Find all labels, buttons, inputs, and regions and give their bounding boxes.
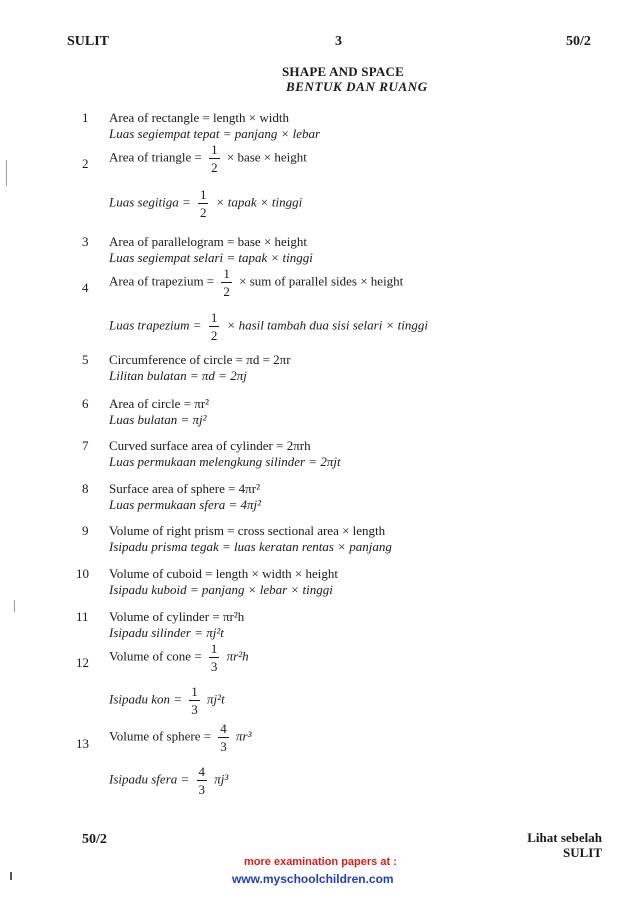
- formula-en: Area of circle = πr²: [109, 396, 210, 411]
- formula-text: πj³: [214, 771, 229, 787]
- formula-en: Volume of cylinder = πr²h: [109, 609, 245, 624]
- fraction-denominator: 2: [199, 205, 207, 220]
- footer-sulit: SULIT: [562, 845, 602, 860]
- fraction-denominator: 3: [220, 739, 227, 754]
- item-number: 8: [82, 481, 89, 496]
- item-number: 9: [82, 523, 89, 538]
- fraction: [218, 722, 229, 753]
- item-number: 2: [82, 156, 89, 171]
- formula-text: Area of trapezium =: [109, 273, 215, 289]
- fraction: [198, 188, 209, 219]
- formula-text: πr³: [236, 728, 252, 744]
- fraction-numerator: 1: [191, 684, 198, 699]
- item-number: 1: [82, 110, 89, 125]
- header-left: SULIT: [67, 34, 110, 49]
- promo-text: more examination papers at :: [244, 856, 397, 868]
- item-number: 6: [82, 396, 89, 411]
- formula-en: Surface area of sphere = 4πr²: [109, 481, 260, 496]
- fraction-denominator: 2: [211, 160, 218, 175]
- formula-my: Isipadu prisma tegak = luas keratan rentas × panjang: [109, 539, 392, 554]
- formula-text: Luas trapezium =: [109, 317, 202, 333]
- fraction-denominator: 2: [223, 284, 230, 299]
- fraction-denominator: 3: [210, 659, 218, 674]
- fraction: [209, 642, 220, 673]
- fraction-denominator: 2: [210, 328, 218, 343]
- item-number: 12: [76, 655, 89, 670]
- formula-text: × tapak × tinggi: [215, 194, 303, 210]
- formula-text: Luas segitiga =: [109, 194, 191, 210]
- formula-my: [109, 188, 302, 219]
- page-title: SHAPE AND SPACE: [282, 64, 404, 79]
- fraction-numerator: 1: [210, 310, 218, 325]
- scan-mark: [14, 600, 15, 612]
- formula-en: Area of rectangle = length × width: [109, 110, 289, 125]
- formula-en: [109, 722, 252, 753]
- footer-code: 50/2: [82, 832, 107, 847]
- formula-text: Area of triangle =: [109, 149, 202, 165]
- item-number: 3: [82, 234, 89, 249]
- formula-text: Isipadu kon =: [109, 691, 183, 707]
- formula-my: Luas segiempat selari = tapak × tinggi: [109, 250, 313, 265]
- fraction-numerator: 4: [220, 721, 227, 736]
- formula-my: Isipadu kuboid = panjang × lebar × tinggi: [109, 582, 333, 597]
- formula-en: [109, 642, 249, 673]
- fraction: [209, 311, 220, 342]
- page-number: 3: [335, 34, 342, 49]
- formula-en: Curved surface area of cylinder = 2πrh: [109, 438, 311, 453]
- formula-my: Luas segiempat tepat = panjang × lebar: [109, 126, 321, 141]
- formula-text: Volume of cone =: [109, 648, 202, 664]
- formula-text: × hasil tambah dua sisi selari × tinggi: [226, 317, 428, 333]
- formula-my: [109, 765, 228, 796]
- formula-en: Volume of right prism = cross sectional area × length: [109, 523, 386, 538]
- footer-next-page: [527, 830, 602, 860]
- fraction: [209, 143, 220, 174]
- promo-link[interactable]: www.myschoolchildren.com: [232, 872, 394, 886]
- fraction-denominator: 3: [198, 782, 206, 797]
- formula-text: Volume of sphere =: [109, 728, 212, 744]
- formula-text: × base × height: [226, 149, 307, 165]
- fraction-numerator: 1: [211, 142, 218, 157]
- fraction-numerator: 1: [210, 641, 218, 656]
- formula-en: Volume of cuboid = length × width × height: [109, 566, 339, 581]
- fraction: [221, 267, 232, 298]
- fraction-numerator: 1: [199, 187, 207, 202]
- header-right: 50/2: [566, 34, 591, 49]
- item-number: 13: [76, 736, 89, 751]
- fraction: [197, 765, 208, 796]
- formula-my: Luas bulatan = πj²: [109, 412, 207, 427]
- item-number: 4: [82, 280, 89, 295]
- fraction: [189, 685, 200, 716]
- formula-text: × sum of parallel sides × height: [239, 273, 404, 289]
- footer-lihat-sebelah: Lihat sebelah: [527, 830, 602, 845]
- formula-my: Luas permukaan melengkung silinder = 2πjt: [109, 454, 341, 469]
- page-subtitle: BENTUK DAN RUANG: [286, 79, 428, 94]
- formula-my: Luas permukaan sfera = 4πj²: [109, 497, 262, 512]
- item-number: 10: [76, 566, 89, 581]
- formula-en: [109, 143, 307, 174]
- formula-my: Lilitan bulatan = πd = 2πj: [109, 368, 247, 383]
- formula-my: Isipadu silinder = πj²t: [109, 625, 224, 640]
- item-number: 11: [76, 609, 89, 624]
- formula-text: Isipadu sfera =: [109, 771, 190, 787]
- fraction-numerator: 1: [223, 266, 230, 281]
- scan-mark: [6, 160, 7, 186]
- formula-text: πj²t: [207, 691, 225, 707]
- fraction-numerator: 4: [198, 764, 206, 779]
- formula-text: πr²h: [226, 648, 249, 664]
- item-number: 5: [82, 352, 89, 367]
- formula-my: [109, 685, 225, 716]
- item-number: 7: [82, 438, 89, 453]
- formula-en: Circumference of circle = πd = 2πr: [109, 352, 291, 367]
- formula-en: Area of parallelogram = base × height: [109, 234, 308, 249]
- fraction-denominator: 3: [191, 702, 198, 717]
- formula-en: [109, 267, 403, 298]
- scan-mark: [10, 872, 12, 880]
- formula-my: [109, 311, 428, 342]
